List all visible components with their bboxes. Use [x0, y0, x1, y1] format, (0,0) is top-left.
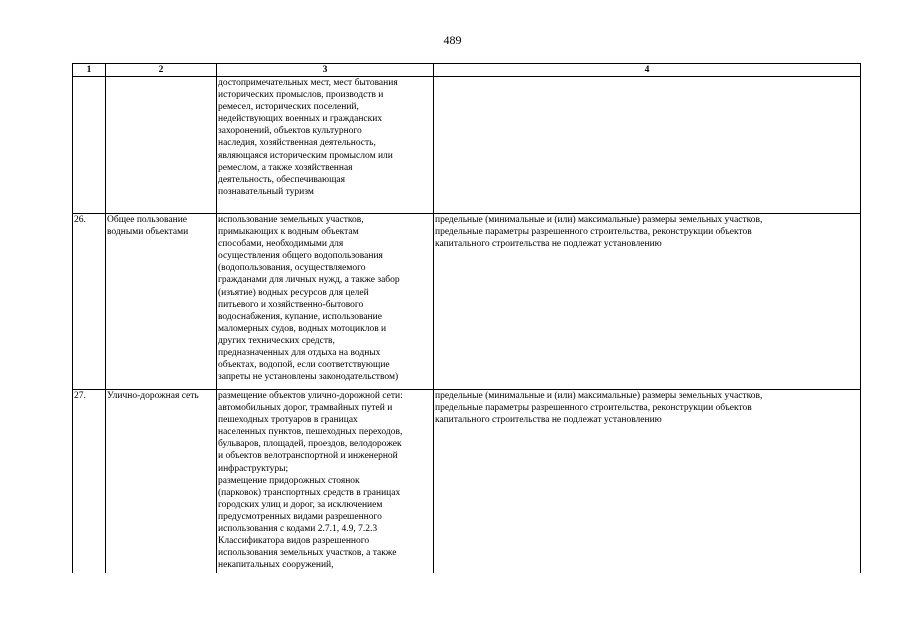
column-header-4: 4 [434, 64, 861, 77]
row-params: предельные (минимальные и (или) максимальные) размеры земельных участков, предельные параметры разрешенного строительства, реконструкции объектов капитального строительства не подлежат установлению [434, 214, 861, 390]
row-name: Улично-дорожная сеть [106, 390, 217, 574]
row-number: 26. [73, 214, 106, 390]
column-header-2: 2 [106, 64, 217, 77]
column-header-1: 1 [73, 64, 106, 77]
row-params: предельные (минимальные и (или) максимальные) размеры земельных участков, предельные параметры разрешенного строительства, реконструкции объектов капитального строительства не подлежат установлению [434, 390, 861, 574]
column-header-3: 3 [217, 64, 434, 77]
row-description: достопримечательных мест, мест бытования исторических промыслов, производств и ремесел, исторических поселений, недействующих военных и гражданских захоронений, объектов культурного наследия, хозяйственная деятельность, являющаяся историческим промыслом или ремеслом, а также хозяйственная деятельность, обеспечивающая познавательный туризм [217, 77, 434, 214]
row-name: Общее пользование водными объектами [106, 214, 217, 390]
page-number: 489 [443, 33, 462, 47]
table-row-26 [73, 214, 861, 390]
table-row-27 [73, 390, 861, 574]
table-row-continuation [73, 77, 861, 214]
row-number: 27. [73, 390, 106, 574]
row-name [106, 77, 217, 214]
land-use-table [72, 63, 861, 573]
header-row [73, 64, 861, 77]
row-params [434, 77, 861, 214]
row-description: использование земельных участков, примыкающих к водным объектам способами, необходимыми для осуществления общего водопользования (водопользования, осуществляемого гражданами для личных нужд, а также забор (изъятие) водных ресурсов для целей питьевого и хозяйственно-бытового водоснабжения, купание, использование маломерных судов, водных мотоциклов и других технических средств, предназначенных для отдыха на водных объектах, водопой, если соответствующие запреты не установлены законодательством) [217, 214, 434, 390]
row-number [73, 77, 106, 214]
row-description: размещение объектов улично-дорожной сети: автомобильных дорог, трамвайных путей и пешеходных тротуаров в границах населенных пунктов, пешеходных переходов, бульваров, площадей, проездов, велодорожек и объектов велотранспортной и инженерной инфраструктуры; размещение придорожных стоянок (парковок) транспортных средств в границах городских улиц и дорог, за исключением предусмотренных видами разрешенного использования с кодами 2.7.1, 4.9, 7.2.3 Классификатора видов разрешенного использования земельных участков, а также некапитальных сооружений, [217, 390, 434, 574]
